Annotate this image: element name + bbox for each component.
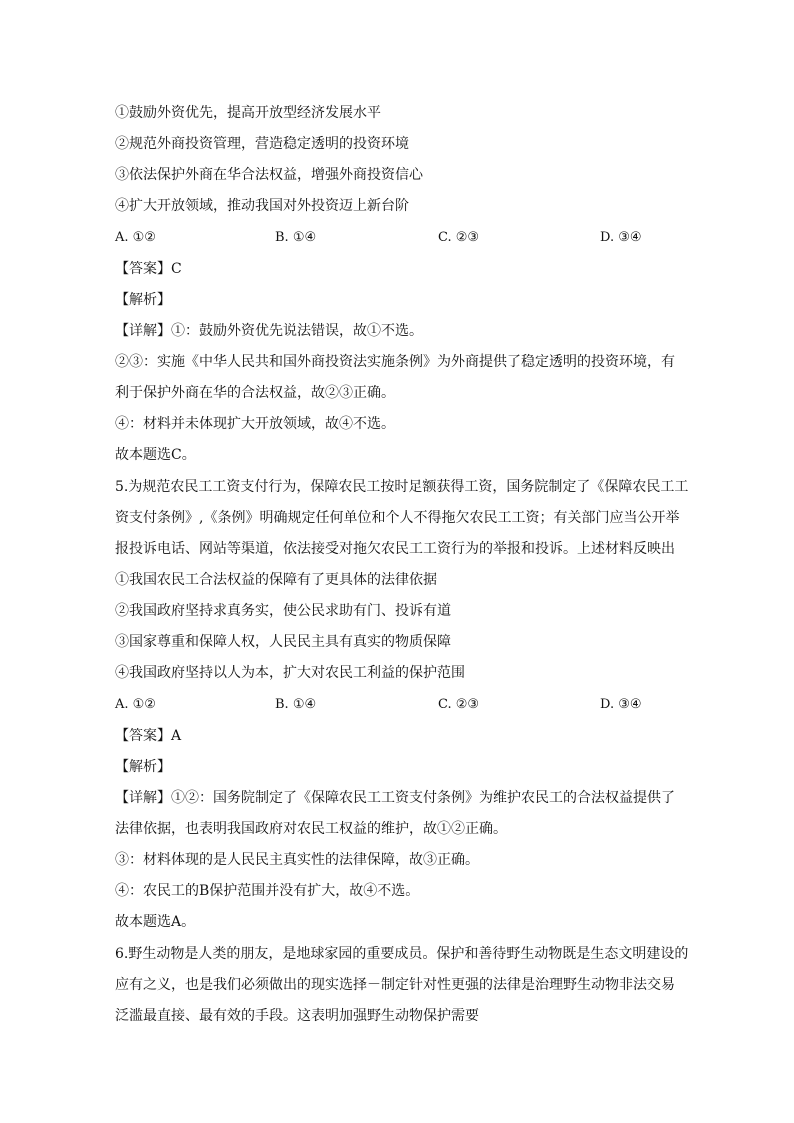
q5-detail-2: ③：材料体现的是人民民主真实性的法律保障，故③正确。 (115, 852, 479, 868)
q4-statement-4: ④扩大开放领域，推动我国对外投资迈上新台阶 (115, 198, 409, 214)
q5-statement-2: ②我国政府坚持求真务实，使公民求助有门、投诉有道 (115, 603, 451, 619)
q5-analysis-heading: 【解析】 (115, 759, 171, 775)
q4-analysis-heading: 【解析】 (115, 292, 171, 308)
q5-answer: 【答案】A (115, 728, 182, 744)
q4-statement-1: ①鼓励外资优先，提高开放型经济发展水平 (115, 105, 381, 121)
q4-answer: 【答案】C (115, 261, 182, 277)
q6-stem-3: 泛滥最直接、最有效的手段。这表明加强野生动物保护需要 (115, 1008, 479, 1024)
q5-stem-2: 资支付条例》,《条例》明确规定任何单位和个人不得拖欠农民工工资；有关部门应当公开举 (115, 510, 680, 526)
q5-statement-4: ④我国政府坚持以人为本，扩大对农民工利益的保护范围 (115, 665, 465, 681)
q5-option-b: B. ①④ (275, 697, 317, 712)
q4-detail-1: 【详解】①：鼓励外资优先说法错误，故①不选。 (115, 323, 423, 339)
q5-detail-3: ④：农民工的B保护范围并没有扩大，故④不选。 (115, 883, 420, 899)
q6-stem-1: 6.野生动物是人类的朋友，是地球家园的重要成员。保护和善待野生动物既是生态文明建设的 (115, 946, 689, 962)
q5-option-a: A. ①② (115, 697, 156, 712)
q4-option-a: A. ①② (115, 230, 156, 245)
q4-detail-2b: 利于保护外商在华的合法权益，故②③正确。 (115, 385, 395, 401)
q4-detail-2a: ②③：实施《中华人民共和国外商投资法实施条例》为外商提供了稳定透明的投资环境，有 (115, 354, 675, 370)
q5-statement-1: ①我国农民工合法权益的保障有了更具体的法律依据 (115, 572, 437, 588)
q4-conclusion: 故本题选C。 (115, 447, 196, 463)
q5-detail-1b: 法律依据，也表明我国政府对农民工权益的维护，故①②正确。 (115, 821, 507, 837)
q6-stem-2: 应有之义，也是我们必须做出的现实选择－制定针对性更强的法律是治理野生动物非法交易 (115, 977, 675, 993)
q4-option-d: D. ③④ (600, 230, 642, 245)
q4-option-c: C. ②③ (438, 230, 480, 245)
q5-statement-3: ③国家尊重和保障人权，人民民主具有真实的物质保障 (115, 634, 451, 650)
q5-conclusion: 故本题选A。 (115, 914, 196, 930)
q5-option-c: C. ②③ (438, 697, 480, 712)
q5-stem-3: 报投诉电话、网站等渠道，依法接受对拖欠农民工工资行为的举报和投诉。上述材料反映出 (115, 541, 675, 557)
q5-option-d: D. ③④ (600, 697, 642, 712)
q4-statement-2: ②规范外商投资管理，营造稳定透明的投资环境 (115, 136, 409, 152)
q4-option-b: B. ①④ (275, 230, 317, 245)
q5-detail-1a: 【详解】①②：国务院制定了《保障农民工工资支付条例》为维护农民工的合法权益提供了 (115, 790, 675, 806)
q4-statement-3: ③依法保护外商在华合法权益，增强外商投资信心 (115, 167, 423, 183)
q5-stem-1: 5.为规范农民工工资支付行为，保障农民工按时足额获得工资，国务院制定了《保障农民工工 (115, 479, 689, 495)
q4-detail-3: ④：材料并未体现扩大开放领域，故④不选。 (115, 416, 395, 432)
